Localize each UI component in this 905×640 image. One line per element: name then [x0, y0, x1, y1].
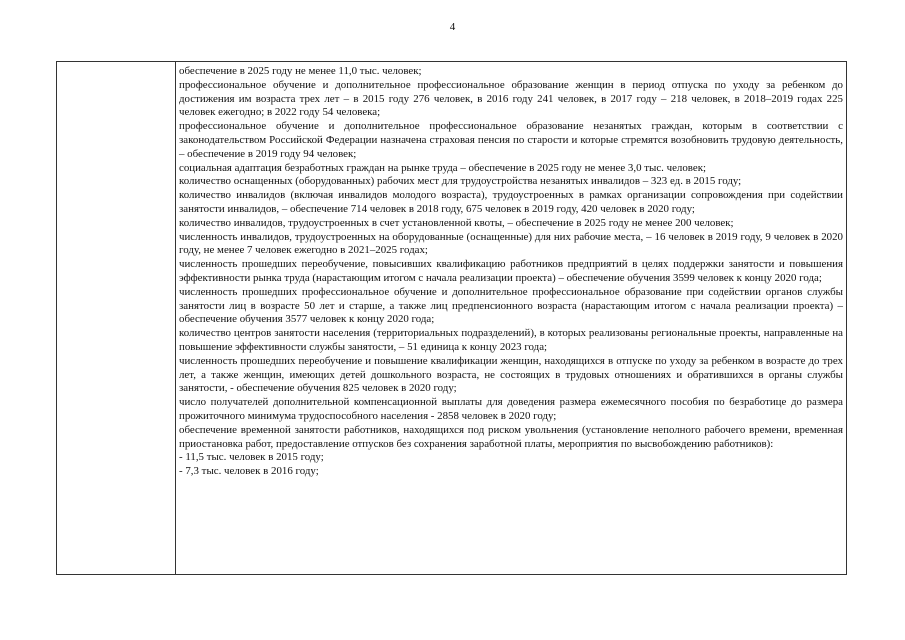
paragraph: численность инвалидов, трудоустроенных на оборудованные (оснащенные) для них рабочие места, – 16 человек в 2019 году, 9 человек в 2020 году, не менее 7 человек ежегодно в 2021–2025 годах; [179, 230, 843, 257]
document-table [56, 61, 847, 575]
paragraph: профессиональное обучение и дополнительное профессиональное образование незанятых граждан, которым в соответствии с законодательством Российской Федерации назначена страховая пенсия по старости и которые стремятся возобновить трудовую деятельность, – обеспечение в 2019 году 94 человек; [179, 120, 843, 160]
paragraph: количество центров занятости населения (территориальных подразделений), в которых реализованы региональные проекты, направленные на повышение эффективности службы занятости, – 51 единица к концу 2023 года; [179, 327, 843, 353]
paragraph: количество инвалидов, трудоустроенных в счет установленной квоты, – обеспечение в 2025 году не менее 200 человек; [179, 216, 734, 229]
paragraph: обеспечение временной занятости работников, находящихся под риском увольнения (установление неполного рабочего времени, временная приостановка работ, предоставление отпусков без сохранения заработной платы, мероприятия по высвобождению работников): [179, 423, 843, 450]
paragraph: социальная адаптация безработных граждан на рынке труда – обеспечение в 2025 году не менее 3,0 тыс. человек; [179, 161, 707, 174]
paragraph: профессиональное обучение и дополнительное профессиональное образование женщин в период отпуска по уходу за ребенком до достижения им возраста трех лет – в 2015 году 276 человек, в 2016 году 241 человек, в 2017 году – 218 человек, в 2018–2019 годах 225 человек ежегодно; в 2022 году 54 человека; [179, 78, 843, 119]
paragraph: число получателей дополнительной компенсационной выплаты для доведения размера ежемесячного пособия по безработице до размера прожиточного минимума трудоспособного населения - 2858 человек в 2020 году; [179, 396, 843, 422]
paragraph: численность прошедших переобучение, повысивших квалификацию работников предприятий в целях поддержки занятости и повышения эффективности рынка труда (нарастающим итогом с начала реализации проекта) – обеспечение обучения 3599 человек к концу 2020 года; [179, 258, 843, 284]
table-right-cell [176, 62, 846, 574]
page-number: 4 [449, 21, 456, 33]
paragraph: численность прошедших профессиональное обучение и дополнительное профессиональное образование при содействии органов службы занятости лиц в возрасте 50 лет и старше, а также лиц предпенсионного возраста (нарастающим итогом с начала реализации проекта) – обеспечение обучения 3577 человек к концу 2020 года; [179, 285, 843, 326]
table-left-cell [57, 62, 176, 574]
paragraph: численность прошедших переобучение и повышение квалификации женщин, находящихся в отпуске по уходу за ребенком в возрасте до трех лет, а также женщин, имеющих детей дошкольного возраста, не состоящих в трудовых отношениях и обратившихся в органы службы занятости, - обеспечение обучения 825 человек в 2020 году; [179, 354, 843, 395]
list-item: - 7,3 тыс. человек в 2016 году; [179, 465, 319, 478]
list-item: - 11,5 тыс. человек в 2015 году; [179, 451, 324, 464]
paragraph: количество инвалидов (включая инвалидов молодого возраста), трудоустроенных в рамках организации сопровождения при содействии занятости инвалидов, – обеспечение 714 человек в 2018 году, 675 человек в 2019 году, 420 человек в 2020 году; [179, 189, 843, 215]
paragraph: обеспечение в 2025 году не менее 11,0 тыс. человек; [179, 65, 422, 77]
paragraph: количество оснащенных (оборудованных) рабочих мест для трудоустройства незанятых инвалидов – 323 ед. в 2015 году; [179, 175, 742, 188]
